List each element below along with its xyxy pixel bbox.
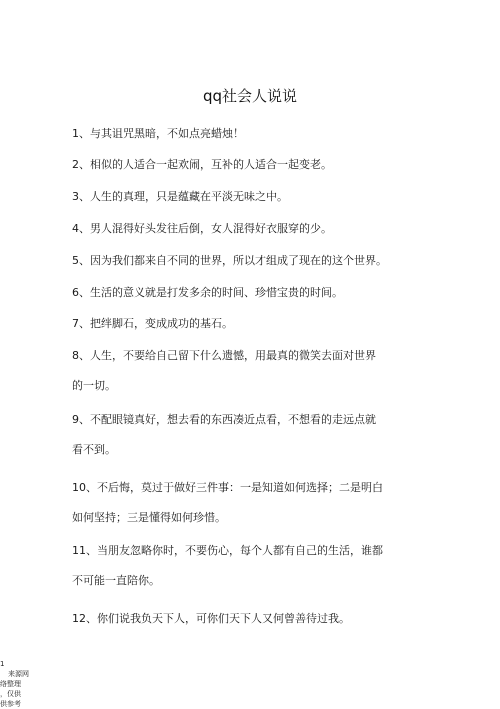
paragraph-line: 11、当朋友忽略你时，不要伤心，每个人都有自己的生活，谁都	[72, 544, 383, 557]
margin-note-line: 1	[0, 660, 5, 668]
margin-note-line: ，仅供	[0, 690, 21, 698]
margin-note-line: 来源网	[8, 670, 29, 678]
paragraph-5	[72, 253, 432, 269]
paragraph-6	[72, 285, 432, 301]
paragraph-10	[72, 480, 432, 526]
paragraph-line: 看不到。	[72, 443, 116, 456]
paragraph-line: 3、人生的真理，只是蕴藏在平淡无味之中。	[72, 190, 288, 203]
paragraph-9	[72, 412, 432, 458]
margin-note-line: 络整理	[0, 680, 21, 688]
paragraph-line: 不可能一直陪你。	[72, 574, 160, 587]
paragraph-1	[72, 126, 432, 142]
paragraph-line: 7、把绊脚石，变成成功的基石。	[72, 317, 233, 330]
page-title: qq社会人说说	[202, 87, 298, 105]
paragraph-line: 4、男人混得好头发往后倒，女人混得好衣服穿的少。	[72, 222, 332, 235]
paragraph-11	[72, 543, 432, 589]
paragraph-8	[72, 348, 432, 394]
paragraph-2	[72, 157, 432, 173]
paragraph-12	[72, 611, 432, 627]
paragraph-3	[72, 189, 432, 205]
margin-note	[0, 659, 40, 709]
margin-note-line: 供参考	[0, 700, 21, 708]
paragraph-line: 5、因为我们都来自不同的世界，所以才组成了现在的这个世界。	[72, 254, 387, 267]
paragraph-line: 1、与其诅咒黑暗，不如点亮蜡烛！	[72, 127, 244, 140]
paragraph-line: 8、人生，不要给自己留下什么遗憾，用最真的微笑去面对世界	[72, 349, 376, 362]
paragraph-line: 9、不配眼镜真好，想去看的东西凑近点看，不想看的走远点就	[72, 413, 376, 426]
paragraph-line: 如何坚持；三是懂得如何珍惜。	[72, 511, 226, 524]
paragraph-line: 12、你们说我负天下人，可你们天下人又何曾善待过我。	[72, 612, 350, 625]
paragraph-4	[72, 221, 432, 237]
paragraph-line: 的一切。	[72, 379, 116, 392]
paragraph-line: 10、不后悔，莫过于做好三件事：一是知道如何选择；二是明白	[72, 481, 383, 494]
paragraph-line: 6、生活的意义就是打发多余的时间、珍惜宝贵的时间。	[72, 286, 343, 299]
paragraph-line: 2、相似的人适合一起欢闹，互补的人适合一起变老。	[72, 158, 332, 171]
paragraph-7	[72, 316, 432, 332]
